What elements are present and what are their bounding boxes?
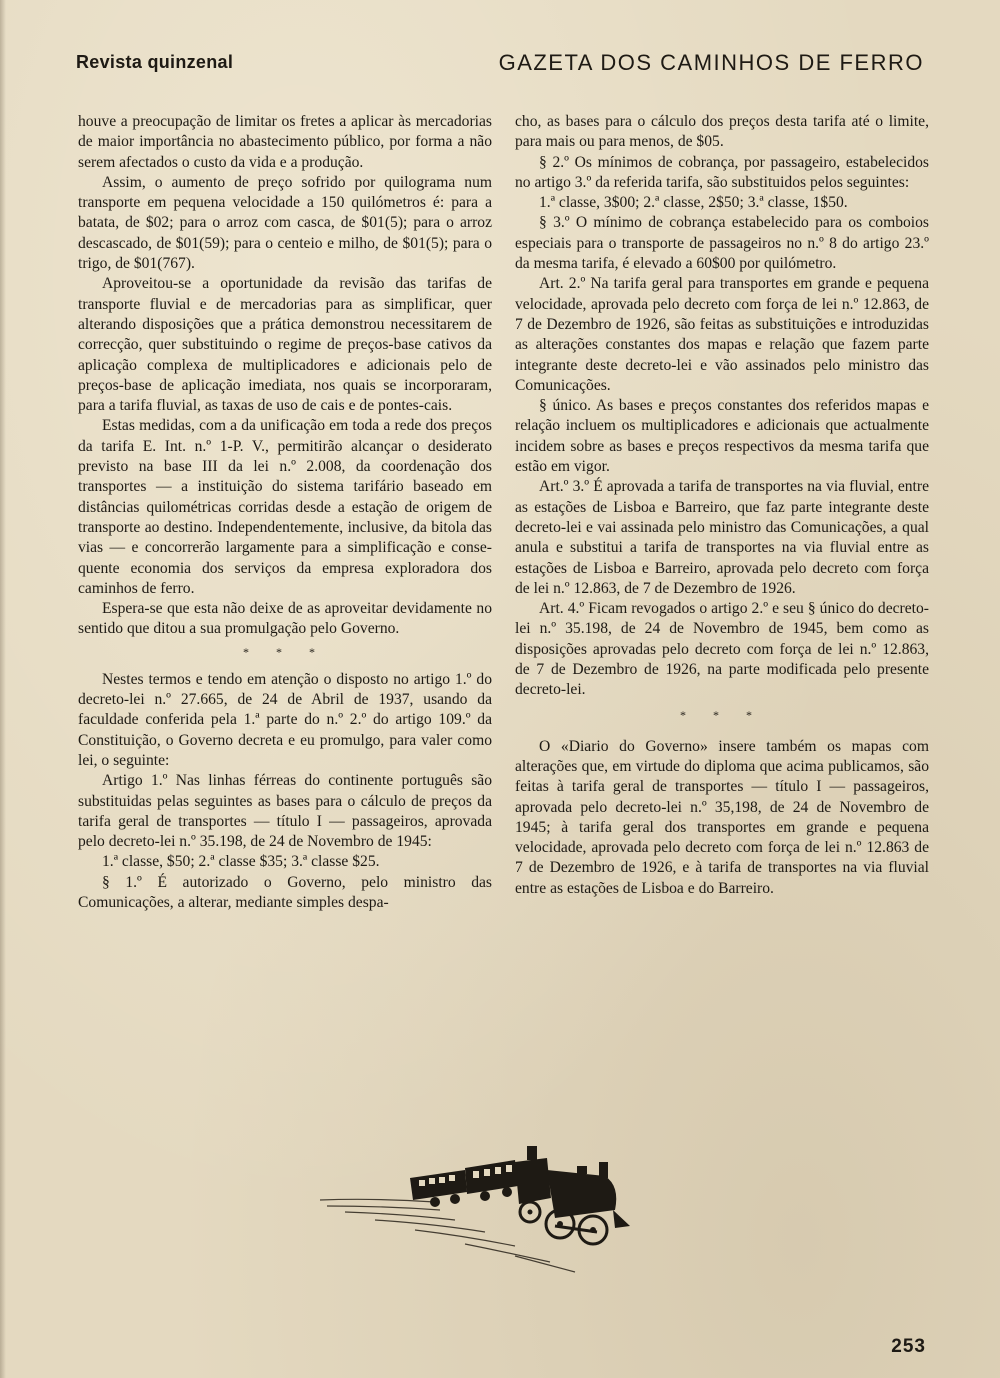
paragraph: Aproveitou-se a oportunidade da revisão das tarifas de transporte fluvial e de mercadorias para as simplificar, quer alterando disposições que a prática demonstrou necessitarem de correcção, quer substituindo o regime de preços-base cativos da aplicação complexa de multiplicadores e adicionais pelo de preços-base de aplicação imediata, nos quais se incorporaram, para a tarifa fluvial, as taxas de uso de cais e de pontes-cais. <box>78 275 492 415</box>
paragraph: 1.ª classe, 3$00; 2.ª classe, 2$50; 3.ª classe, 1$50. <box>539 194 848 212</box>
paragraph: 1.ª classe, $50; 2.ª classe $35; 3.ª classe $25. <box>102 853 380 871</box>
section-separator: * * * <box>680 707 764 722</box>
page-header <box>76 50 924 78</box>
paragraph: Art. 2.º Na tarifa geral para transportes em grande e pequena velocidade, aprovada pelo decreto com força de lei n.º 12.863, de 7 de Dezembro de 1926, são feitas as substituições e introduzidas as alterações constantes dos mapas e relação que fazem parte integrante deste decreto-lei e vão assinados pelo ministro das Comunicações. <box>515 275 929 394</box>
page-number: 253 <box>891 1336 926 1357</box>
paragraph: § único. As bases e preços constantes dos referidos mapas e relação incluem os multiplicadores e adicionais que actualmente incidem sobre as bases e preços respectivos da mesma tarifa que estão em vigor. <box>515 397 929 476</box>
paragraph: § 2.º Os mínimos de cobrança, por passageiro, estabelecidos no artigo 3.º da referida tarifa, são substituidos pelos seguintes: <box>515 153 929 191</box>
paragraph: cho, as bases para o cálculo dos preços desta tarifa até o limite, para mais ou para menos, de $05. <box>515 113 929 151</box>
paragraph: Art.º 3.º É aprovada a tarifa de transportes na via fluvial, entre as estações de Lisboa e Barreiro, que faz parte integrante deste decreto-lei e vai assinada pelo ministro das Comunicações, a qual anula e substitui a tarifa de transportes na via fluvial entre as estações de Lisboa e Barreiro, aprovada pelo decreto com força de lei n.º 12.863, de 7 de Dezembro de 1926. <box>515 478 929 597</box>
paragraph: houve a preocupação de limitar os fretes a aplicar às mercadorias de maior importância no abastecimento público, por forma a não serem afectados o custo da vida e a produção. <box>78 113 492 171</box>
paragraph: § 3.º O mínimo de cobrança estabelecido para os comboios especiais para o transporte de passageiros no n.º 8 do artigo 23.º da mesma tarifa, é elevado a 60$00 por quilómetro. <box>515 214 929 273</box>
paragraph: § 1.º É autorizado o Governo, pelo ministro das Comunicações, a alterar, mediante simples despa- <box>78 873 492 911</box>
paragraph: Espera-se que esta não deixe de as aproveitar devidamente no sentido que ditou a sua promulgação pelo Governo. <box>78 600 492 638</box>
paragraph: Assim, o aumento de preço sofrido por quilograma num transporte em pequena velocidade a 150 quilómetros é: para a batata, de $02; para o arroz com casca, de $01(5); para o arroz descascado, de $01(59); para o centeio e milho, de $01(5); para o trigo, de $01(767). <box>78 173 492 273</box>
paragraph: Art. 4.º Ficam revogados o artigo 2.º e seu § único do decreto-lei n.º 35.198, de 24 de Novembro de 1945, bem como as disposições aprovadas pelo decreto com força de lei n.º 12.863, de 7 de Dezembro de 1926, na parte modificada pelo presente decreto-lei. <box>515 600 929 699</box>
section-separator: * * * <box>243 644 327 659</box>
steam-train-illustration-icon <box>315 1140 635 1275</box>
paragraph: O «Diario do Governo» insere também os mapas com alterações que, em virtude do diploma que acima publicamos, são feitas à tarifa geral de transportes — título I — passageiros, aprovada pelo decreto-lei n.º 35,198, de 24 de Novembro de 1945; à tarifa geral dos transportes em grande e pequena velocidade, aprovada pelo decreto com força de lei n.º 12.863 de 7 de Dezembro de 1926, e à tarifa de transportes na via fluvial entre as estações de Lisboa e do Barreiro. <box>515 737 929 897</box>
header-publication-title: GAZETA DOS CAMINHOS DE FERRO <box>498 50 924 75</box>
right-column <box>515 112 929 899</box>
paragraph: Nestes termos e tendo em atenção o disposto no artigo 1.º do decreto-lei n.º 27.665, de 24 de Abril de 1937, usando da faculdade conferida pela 1.ª parte do n.º 2.º do artigo 109.º da Constituição, o Governo decreta e eu promulgo, para valer como lei, o seguinte: <box>78 670 492 769</box>
paragraph: Estas medidas, com a da unificação em toda a rede dos preços da tarifa E. Int. n.º 1-P. V., permitirão alcançar o desiderato previsto na base III da lei n.º 2.008, da coordenação dos transportes — a instituição do sistema tarifário baseado em distâncias quilométricas corridas desde a estação de origem de transporte ao destino. Independentemente, inclusive, da bitola das vias — e concorrerão largamente para a simplificação e consequente economia dos serviços da empresa exploradora dos caminhos de ferro. <box>78 417 492 597</box>
page-edge-shadow <box>0 0 6 1378</box>
header-section-title: Revista quinzenal <box>76 52 234 72</box>
left-column <box>78 112 492 913</box>
paragraph: Artigo 1.º Nas linhas férreas do continente português são substituidas pelas seguintes as bases para o cálculo de preços da tarifa geral de transportes — título I — passageiros, aprovada pelo decreto-lei n.º 35.198, de 24 de Novembro de 1945: <box>78 772 492 851</box>
